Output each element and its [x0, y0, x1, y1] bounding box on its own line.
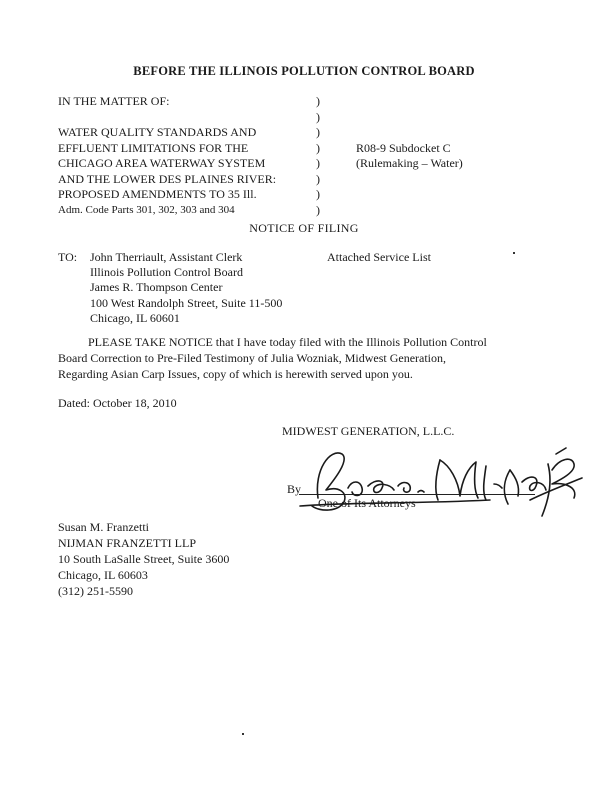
caption-paren: ) [316, 171, 320, 186]
caption-line: AND THE LOWER DES PLAINES RIVER: [58, 171, 277, 186]
caption-paren: ) [316, 125, 320, 139]
recipient-line: James R. Thompson Center [90, 280, 223, 295]
attorney-line: Susan M. Franzetti [58, 520, 149, 534]
caption-paren: ) [316, 156, 320, 170]
caption-line: WATER QUALITY STANDARDS AND [58, 125, 257, 139]
rulemaking-type: (Rulemaking – Water) [356, 156, 463, 170]
by-label: By [287, 482, 302, 496]
attorney-line: (312) 251-5590 [58, 584, 133, 598]
recipient-line: Illinois Pollution Control Board [90, 265, 244, 280]
caption-paren: ) [316, 187, 320, 201]
caption-paren: ) [316, 202, 320, 217]
caption-line: CHICAGO AREA WATERWAY SYSTEM [58, 156, 266, 170]
caption-paren: ) [316, 109, 320, 124]
caption-line: EFFLUENT LIMITATIONS FOR THE [58, 140, 249, 155]
attorney-line: Chicago, IL 60603 [58, 568, 148, 582]
document-title: BEFORE THE ILLINOIS POLLUTION CONTROL BOARD [133, 64, 475, 78]
attorney-line: NIJMAN FRANZETTI LLP [58, 536, 196, 550]
service-list-label: Attached Service List [327, 250, 431, 264]
caption-line: IN THE MATTER OF: [58, 94, 170, 108]
caption-paren: ) [316, 140, 320, 155]
handwritten-signature [290, 440, 590, 532]
recipient-line: Chicago, IL 60601 [90, 310, 180, 325]
caption-paren: ) [316, 94, 320, 108]
attorney-line: 10 South LaSalle Street, Suite 3600 [58, 552, 230, 566]
notice-title: NOTICE OF FILING [249, 221, 359, 235]
recipient-line: 100 West Randolph Street, Suite 11-500 [90, 295, 283, 310]
docket-number: R08-9 Subdocket C [356, 140, 451, 155]
to-label: TO: [58, 250, 78, 264]
notice-paragraph [58, 334, 498, 382]
dated-line: Dated: October 18, 2010 [58, 396, 177, 410]
scan-speck [242, 733, 244, 735]
notice-paragraph-text: PLEASE TAKE NOTICE that I have today filed with the Illinois Pollution Control Board Correction to Pre-Filed Testimony of Julia Wozniak, Midwest Generation, Regarding Asian Carp Issues, copy of which is herewith served upon you. [58, 335, 487, 381]
recipient-line: John Therriault, Assistant Clerk [90, 250, 243, 264]
attorney-role: One of Its Attorneys [318, 496, 416, 510]
company-name: MIDWEST GENERATION, L.L.C. [282, 424, 455, 438]
caption-line: PROPOSED AMENDMENTS TO 35 Ill. [58, 187, 257, 201]
scan-speck [513, 252, 515, 254]
caption-line: Adm. Code Parts 301, 302, 303 and 304 [58, 203, 235, 216]
